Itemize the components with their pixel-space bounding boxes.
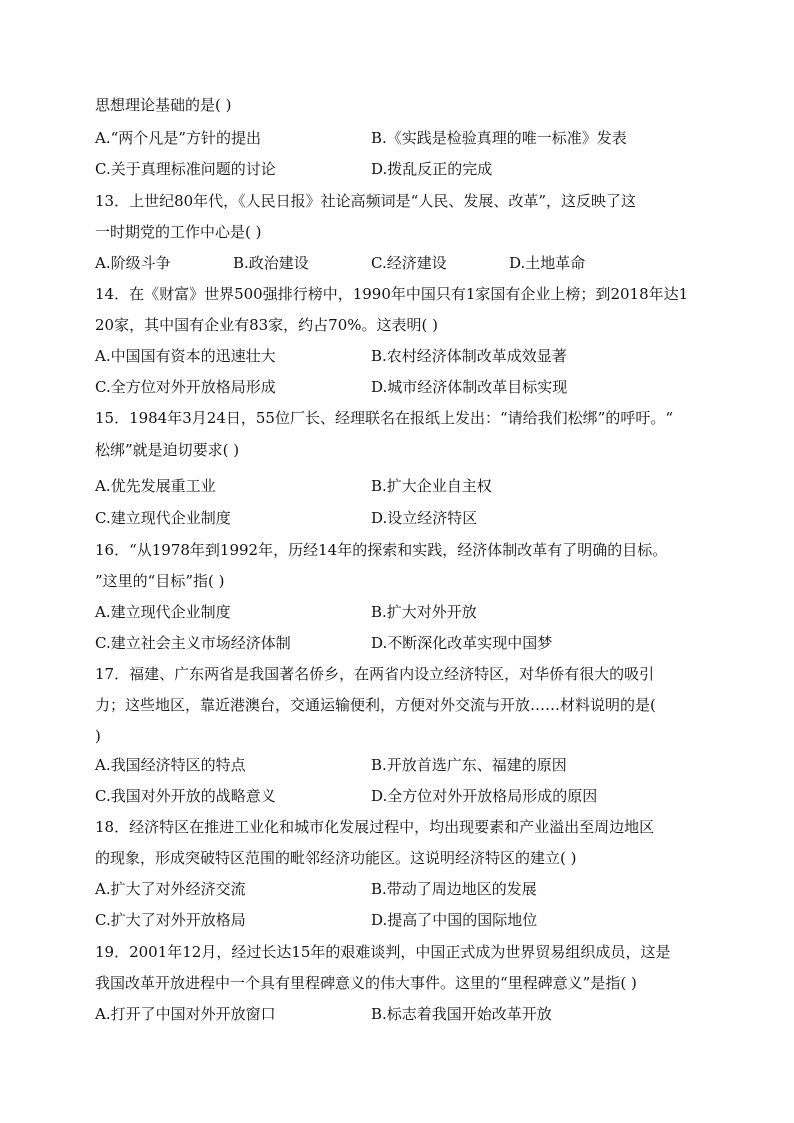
q13-stem-line-2: 一时期党的工作中心是( ) (95, 223, 262, 241)
q15-option-c: C.建立现代企业制度 (95, 509, 231, 527)
q16-stem-line-2: ”这里的“目标”指( ) (95, 572, 225, 590)
q16-stem-line-1: 16．“从1978年到1992年，历经14年的探索和实践，经济体制改革有了明确的目标。 (95, 541, 668, 559)
q17-stem-line-2: 力；这些地区，靠近港澳台，交通运输便利，方便对外交流与开放……材料说明的是( (95, 696, 656, 714)
q18-stem-line-1: 18．经济特区在推进工业化和城市化发展过程中，均出现要素和产业溢出至周边地区 (95, 818, 655, 836)
q17-option-a: A.我国经济特区的特点 (95, 756, 246, 774)
q18-option-a: A.扩大了对外经济交流 (95, 880, 246, 898)
q16-option-d: D.不断深化改革实现中国梦 (371, 634, 553, 652)
q15-stem-line-1: 15．1984年3月24日，55位厂长、经理联名在报纸上发出：“请给我们松绑”的呼吁。“ (95, 409, 673, 427)
q14-stem-line-1: 14．在《财富》世界500强排行榜中，1990年中国只有1家国有企业上榜；到2018年达1 (95, 285, 689, 303)
q16-option-b: B.扩大对外开放 (371, 603, 477, 621)
q14-option-b: B.农村经济体制改革成效显著 (371, 347, 567, 365)
q15-option-d: D.设立经济特区 (371, 509, 478, 527)
q12-option-c: C.关于真理标准问题的讨论 (95, 160, 276, 178)
q13-option-b: B.政治建设 (233, 254, 309, 272)
q15-option-a: A.优先发展重工业 (95, 477, 216, 495)
q13-option-a: A.阶级斗争 (95, 254, 171, 272)
q13-option-c: C.经济建设 (371, 254, 447, 272)
q18-option-c: C.扩大了对外开放格局 (95, 911, 246, 929)
q12-option-d: D.拨乱反正的完成 (371, 160, 493, 178)
q18-option-d: D.提高了中国的国际地位 (371, 911, 538, 929)
q15-stem-line-2: 松绑”就是迫切要求( ) (95, 441, 240, 459)
q17-stem-line-1: 17．福建、广东两省是我国著名侨乡，在两省内设立经济特区，对华侨有很大的吸引 (95, 665, 655, 683)
q16-option-a: A.建立现代企业制度 (95, 603, 231, 621)
q18-stem-line-2: 的现象，形成突破特区范围的毗邻经济功能区。这说明经济特区的建立( ) (95, 849, 577, 867)
q17-option-c: C.我国对外开放的战略意义 (95, 787, 276, 805)
q15-option-b: B.扩大企业自主权 (371, 477, 492, 495)
q14-option-a: A.中国国有资本的迅速壮大 (95, 347, 276, 365)
q14-option-c: C.全方位对外开放格局形成 (95, 378, 276, 396)
q12-option-b: B.《实践是检验真理的唯一标准》发表 (371, 129, 627, 147)
q17-option-d: D.全方位对外开放格局形成的原因 (371, 787, 598, 805)
q17-stem-line-3: ) (95, 727, 101, 745)
q14-stem-line-2: 20家，其中国有企业有83家，约占70%。这表明( ) (95, 316, 438, 334)
q12-stem-tail: 思想理论基础的是( ) (95, 96, 232, 114)
q12-option-a: A.“两个凡是”方针的提出 (95, 129, 261, 147)
q17-option-b: B.开放首选广东、福建的原因 (371, 756, 567, 774)
q19-option-b: B.标志着我国开始改革开放 (371, 1005, 552, 1023)
q14-option-d: D.城市经济体制改革目标实现 (371, 378, 568, 396)
q19-stem-line-2: 我国改革开放进程中一个具有里程碑意义的伟大事件。这里的“里程碑意义”是指( ) (95, 974, 637, 992)
q19-stem-line-1: 19．2001年12月，经过长达15年的艰难谈判，中国正式成为世界贸易组织成员，这是 (95, 943, 671, 961)
q13-stem-line-1: 13．上世纪80年代，《人民日报》社论高频词是“人民、发展、改革”，这反映了这 (95, 192, 637, 210)
q19-option-a: A.打开了中国对外开放窗口 (95, 1005, 276, 1023)
q13-option-d: D.土地革命 (509, 254, 586, 272)
q16-option-c: C.建立社会主义市场经济体制 (95, 634, 291, 652)
q18-option-b: B.带动了周边地区的发展 (371, 880, 537, 898)
